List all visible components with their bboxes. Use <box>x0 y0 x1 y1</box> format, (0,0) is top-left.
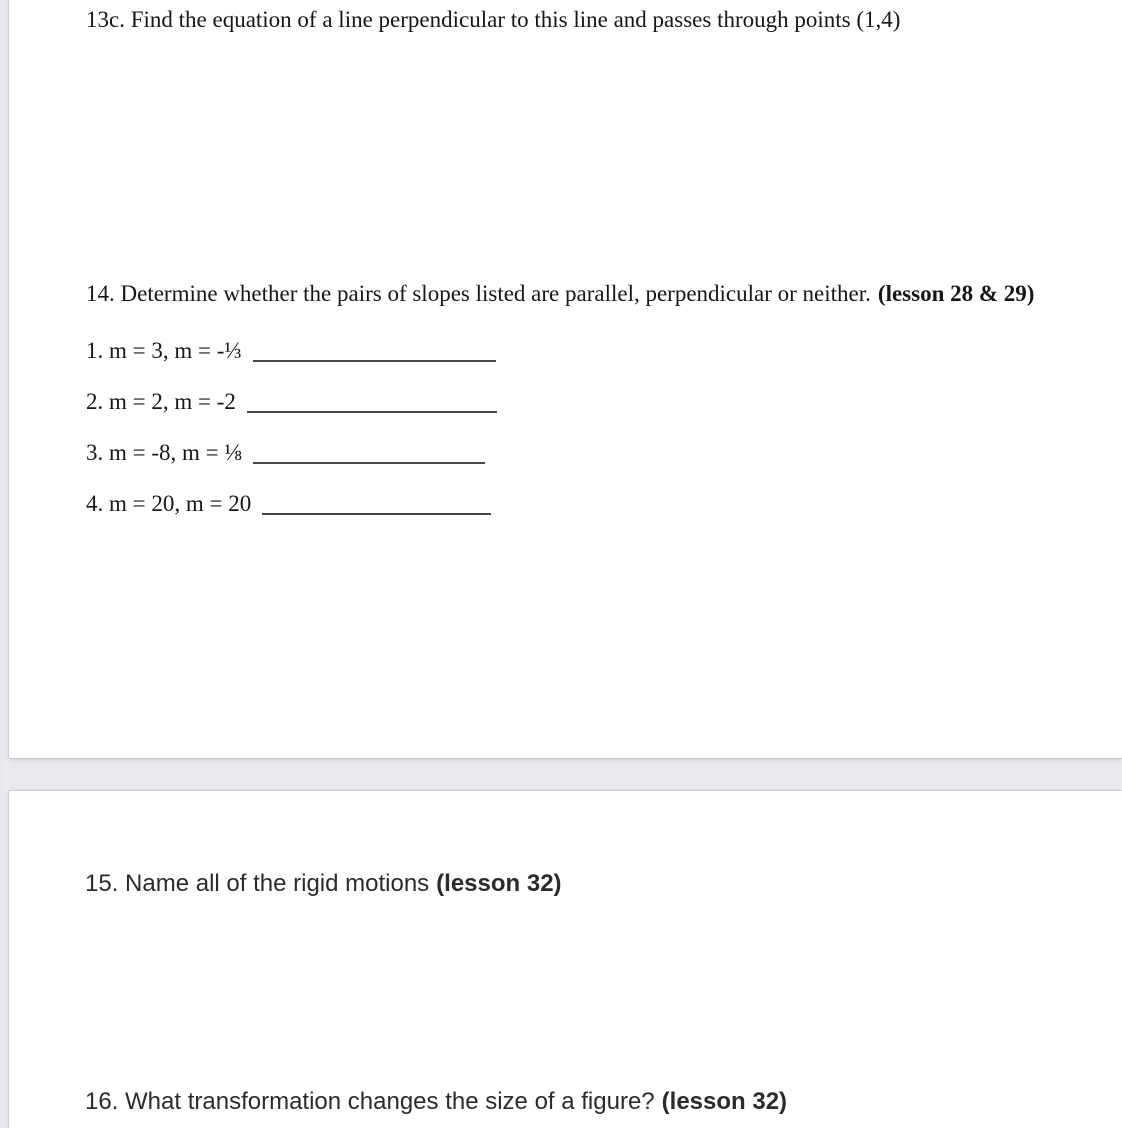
slope-pair-3-label: 3. m = -8, m = ⅛ <box>86 440 242 465</box>
question-15 <box>85 870 562 899</box>
slope-pair-1-label: 1. m = 3, m = -⅓ <box>86 338 242 363</box>
document-page-2[interactable] <box>9 791 1122 1128</box>
question-16-lesson-ref: (lesson 32) <box>661 1088 788 1115</box>
slope-pair-item-1 <box>86 338 496 364</box>
question-15-text: 15. Name all of the rigid motions <box>85 870 430 897</box>
question-14-text: 14. Determine whether the pairs of slopes listed are parallel, perpendicular or neither. <box>86 281 871 306</box>
slope-pair-4-label: 4. m = 20, m = 20 <box>86 491 252 516</box>
question-14-lesson-ref: (lesson 28 & 29) <box>877 281 1035 306</box>
slope-pair-item-3 <box>86 440 485 466</box>
slope-pair-item-2 <box>86 389 497 415</box>
question-16 <box>85 1088 787 1117</box>
slope-pair-2-label: 2. m = 2, m = -2 <box>86 389 236 414</box>
answer-blank-4 <box>262 499 491 515</box>
answer-blank-3 <box>253 448 485 464</box>
question-16-text: 16. What transformation changes the size of a figure? <box>85 1088 655 1115</box>
viewer-left-gutter <box>0 0 9 1124</box>
slope-pair-item-4 <box>86 491 491 517</box>
question-13c: 13c. Find the equation of a line perpendicular to this line and passes through points (1,4) <box>86 7 901 32</box>
answer-blank-2 <box>247 397 497 413</box>
question-15-lesson-ref: (lesson 32) <box>436 870 562 897</box>
answer-blank-1 <box>253 346 496 362</box>
question-14 <box>86 280 1034 308</box>
document-page-1[interactable] <box>9 0 1122 758</box>
